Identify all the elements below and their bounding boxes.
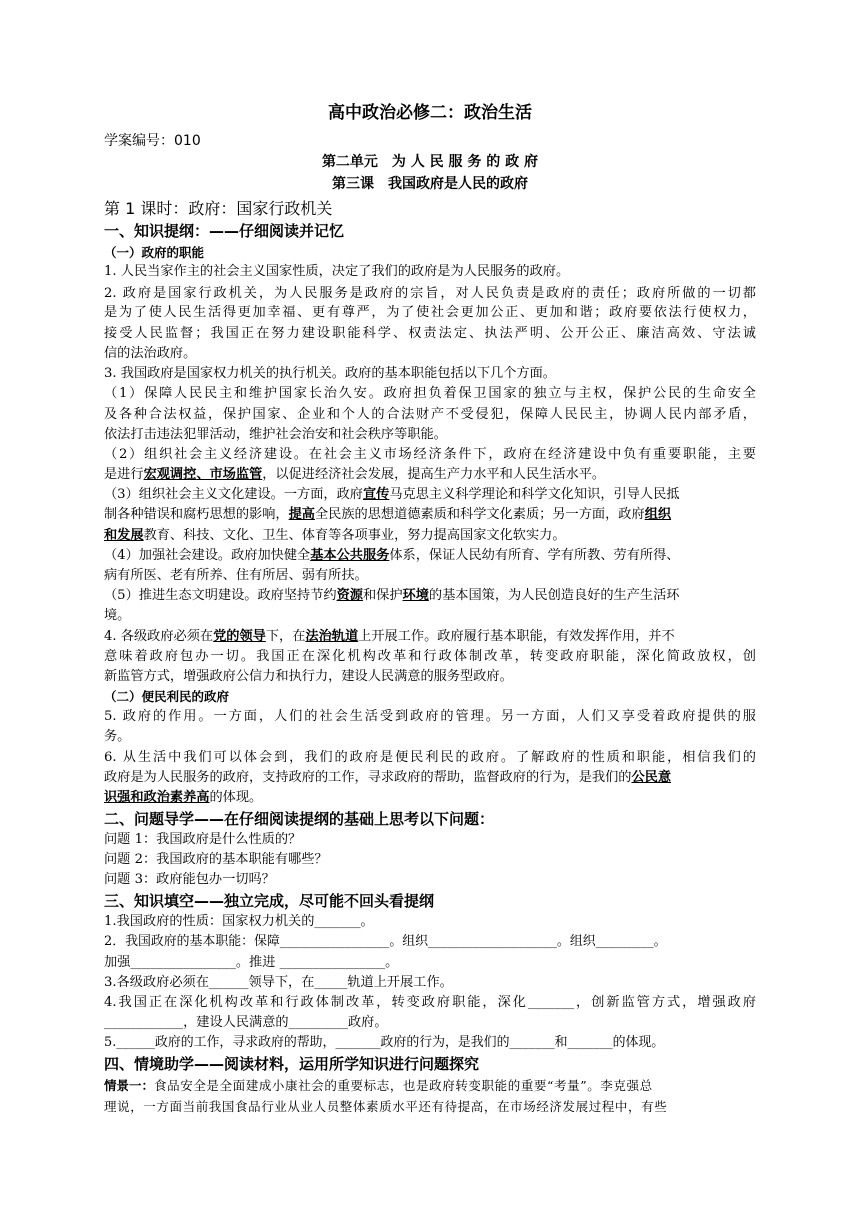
key-term: 和发展	[104, 528, 144, 543]
document-number: 学案编号：010	[104, 133, 201, 149]
function-1-line: （1）保障人民民主和维护国家长治久安。政府担负着保卫国家的独立与主权，保护公民的生命安全	[104, 386, 756, 401]
paragraph-2-line: 信的法治政府。	[104, 346, 197, 361]
key-term: 资源	[336, 588, 363, 603]
paragraph-2-line: 2. 政府是国家行政机关，为人民服务是政府的宗旨，对人民负责是政府的责任；政府所做的一切都	[104, 286, 756, 301]
text-run: 全民族的思想道德素质和科学文化素质；另一方面，政府	[315, 507, 645, 522]
paragraph-4-line: 新监管方式，增强政府公信力和执行力，建设人民满意的服务型政府。	[104, 669, 513, 684]
text-run: 政府是为人民服务的政府，支持政府的工作，寻求政府的帮助，监督政府的行为，是我们的	[104, 770, 632, 785]
key-term: 基本公共服务	[310, 548, 390, 563]
section-1-heading: 一、知识提纲：——仔细阅读并记忆	[104, 222, 345, 240]
key-term: 市场监管	[209, 467, 263, 482]
function-3-line	[104, 486, 756, 504]
paragraph-5-line: 务。	[104, 729, 131, 744]
key-term: 识强和政治素养高	[104, 790, 210, 805]
function-3-line	[104, 506, 756, 524]
key-term: 宏观调控	[143, 467, 197, 482]
text-run: 食品安全是全面建成小康社会的重要标志，也是政府转变职能的重要“考量”。李克强总	[154, 1078, 653, 1093]
key-term: 提高	[288, 507, 315, 522]
function-4-line	[104, 547, 756, 565]
paragraph-1: 1. 人民当家作主的社会主义国家性质，决定了我们的政府是为人民服务的政府。	[104, 264, 570, 279]
text-run: 的基本国策，为人民创造良好的生产生活环	[428, 588, 680, 603]
paragraph-6-line	[104, 789, 756, 807]
key-term: 法治轨道	[305, 629, 359, 644]
paragraph-6-line	[104, 769, 756, 787]
text-run: 是进行	[104, 467, 144, 482]
text-run: 马克思主义科学理论和科学文化知识，引导人民抵	[389, 487, 680, 502]
text-run: 下，在	[265, 629, 306, 644]
subsection-convenience: （二）便民利民的政府	[104, 689, 230, 704]
key-term: 党的领导	[213, 629, 266, 644]
text-run: 和保护	[362, 588, 403, 603]
key-term: 环境	[402, 588, 429, 603]
key-term: 宣传	[362, 487, 390, 502]
paragraph-4-line: 意味着政府包办一切。我国正在深化机构改革和行政体制改革，转变政府职能，深化简政放权，创	[104, 649, 756, 664]
text-run: （4）加强社会建设。政府加快健全	[104, 548, 311, 563]
fill-blank-line: 4.我国正在深化机构改革和行政体制改革，转变政府职能，深化_______，创新监管方式，增强政府	[104, 995, 756, 1010]
scenario-1-line	[104, 1077, 756, 1096]
scenario-label: 情景一：	[104, 1078, 155, 1093]
lesson-title: 第三课 我国政府是人民的政府	[332, 176, 528, 192]
function-2-line	[104, 466, 756, 484]
question-2: 问题 2：我国政府的基本职能有哪些？	[104, 852, 328, 867]
text-run: （5）推进生态文明建设。政府坚持节约	[104, 588, 337, 603]
key-term: 组织	[644, 507, 672, 522]
period-title: 第 1 课时：政府：国家行政机关	[104, 199, 333, 218]
paragraph-4-line	[104, 628, 756, 646]
key-term: 、	[196, 467, 210, 482]
text-run: 上开展工作。政府履行基本职能，有效发挥作用，并不	[358, 629, 675, 644]
text-run: 教育、科技、文化、卫生、体育等各项事业，努力提高国家文化软实力。	[143, 528, 566, 543]
function-3-line	[104, 527, 756, 545]
function-1-line: 及各种合法权益，保护国家、企业和个人的合法财产不受侵犯，保障人民民主，协调人民内部矛盾，	[104, 407, 756, 422]
text-run: 制各种错误和腐朽思想的影响，	[104, 507, 289, 522]
unit-title: 第二单元 为 人 民 服 务 的 政 府	[321, 154, 539, 170]
fill-blank-line: 5.______政府的工作，寻求政府的帮助，_______政府的行为，是我们的_______和_______的体现。	[104, 1035, 665, 1050]
section-4-heading: 四、情境助学——阅读材料，运用所学知识进行问题探究	[104, 1055, 480, 1073]
section-3-heading: 三、知识填空——独立完成，尽可能不回头看提纲	[104, 892, 435, 910]
fill-blank-line: 加强________________。推进 ________________。	[104, 955, 399, 970]
paragraph-3: 3. 我国政府是国家权力机关的执行机关。政府的基本职能包括以下几个方面。	[104, 366, 556, 381]
subsection-functions: （一）政府的职能	[104, 245, 205, 260]
text-run: ，以促进经济社会发展，提高生产力水平和人民生活水平。	[262, 467, 606, 482]
function-5-line: 境。	[104, 608, 131, 623]
fill-blank-line: 2．我国政府的基本职能：保障_________________。组织____________________。组织_________。	[104, 934, 667, 949]
paragraph-6-line: 6. 从生活中我们可以体会到，我们的政府是便民利民的政府。了解政府的性质和职能，相信我们的	[104, 750, 756, 765]
text-run: （3）组织社会主义文化建设。一方面，政府	[104, 487, 363, 502]
question-3: 问题 3：政府能包办一切吗？	[104, 872, 275, 887]
scenario-1-line: 理说，一方面当前我国食品行业从业人员整体素质水平还有待提高，在市场经济发展过程中，有些	[104, 1099, 668, 1114]
text-run: 的体现。	[209, 790, 263, 805]
function-4-line: 病有所医、老有所养、住有所居、弱有所扶。	[104, 568, 368, 583]
paragraph-2-line: 接受人民监督；我国正在努力建设职能科学、权责法定、执法严明、公开公正、廉洁高效、守法诚	[104, 326, 756, 341]
text-run: 4. 各级政府必须在	[104, 629, 214, 644]
function-1-line: 依法打击违法犯罪活动，维护社会治安和社会秩序等职能。	[104, 427, 447, 442]
section-2-heading: 二、问题导学——在仔细阅读提纲的基础上思考以下问题：	[104, 810, 495, 828]
paragraph-2-line: 是为了使人民生活得更加幸福、更有尊严，为了使社会更加公正、更加和谐；政府要依法行使权力，	[104, 305, 756, 320]
key-term: 公民意	[631, 770, 672, 785]
fill-blank-line: 3.各级政府必须在______领导下，在_____轨道上开展工作。	[104, 975, 453, 990]
paragraph-5-line: 5. 政府的作用。一方面，人们的社会生活受到政府的管理。另一方面，人们又享受着政府提供的服	[104, 709, 756, 724]
fill-blank-line: ____________，建设人民满意的_________政府。	[104, 1015, 388, 1030]
document-title: 高中政治必修二：政治生活	[328, 103, 532, 123]
text-run: 体系，保证人民幼有所育、学有所教、劳有所得、	[389, 548, 680, 563]
function-5-line	[104, 587, 756, 605]
question-1: 问题 1：我国政府是什么性质的？	[104, 832, 302, 847]
function-2-line: （2）组织社会主义经济建设。在社会主义市场经济条件下，政府在经济建设中负有重要职能，主要	[104, 447, 756, 462]
fill-blank-line: 1.我国政府的性质：国家权力机关的_______。	[104, 914, 374, 929]
